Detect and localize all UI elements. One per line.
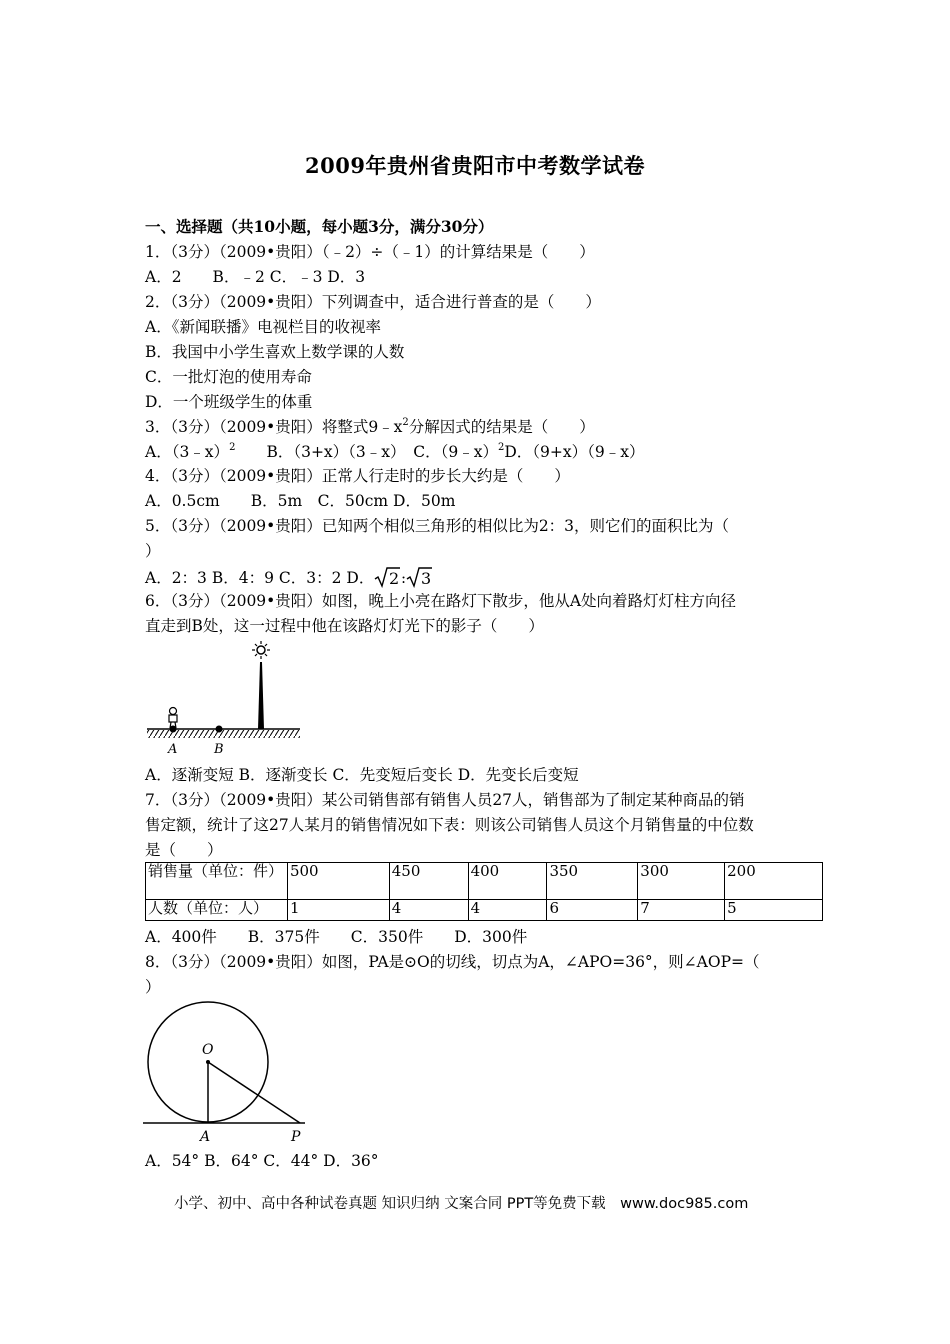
center-point-o bbox=[206, 1060, 210, 1064]
question-7-stem-line-2: 售定额，统计了这27人某月的销售情况如下表：则该公司销售人员这个月销售量的中位数 bbox=[145, 816, 754, 834]
question-2-option-b: B．我国中小学生喜欢上数学课的人数 bbox=[145, 343, 405, 361]
label-b: B bbox=[214, 742, 224, 757]
question-8-options: A．54° B．64° C．44° D．36° bbox=[145, 1152, 379, 1170]
question-8-stem: 8．（3分）（2009•贵阳）如图，PA是⊙O的切线，切点为A，∠APO=36°，则∠AOP=（ bbox=[145, 953, 760, 971]
table-cell: 200 bbox=[725, 863, 823, 900]
table-cell: 350 bbox=[547, 863, 638, 900]
table-cell: 300 bbox=[638, 863, 725, 900]
ground-hatching bbox=[147, 730, 300, 738]
question-3-stem bbox=[145, 417, 595, 437]
page-title: 2009年贵州省贵阳市中考数学试卷 bbox=[305, 153, 645, 178]
table-cell: 4 bbox=[389, 900, 468, 921]
table-row bbox=[146, 863, 823, 900]
radicand-2: 2 bbox=[389, 569, 400, 588]
section-heading: 一、选择题（共10小题，每小题3分，满分30分） bbox=[145, 217, 494, 236]
radicand-3: 3 bbox=[421, 569, 432, 588]
sales-table bbox=[145, 862, 823, 921]
question-7-options: A．400件 B．375件 C．350件 D．300件 bbox=[145, 928, 528, 946]
lamp-post bbox=[258, 662, 264, 729]
question-5-options bbox=[145, 566, 436, 588]
q3-stem-exponent: 2 bbox=[402, 417, 409, 428]
question-1-options: A．2 B．﹣2 C．﹣3 D．3 bbox=[145, 268, 366, 286]
q3-option-d: D．（9+x）（9﹣x） bbox=[504, 443, 645, 461]
question-4-stem: 4．（3分）（2009•贵阳）正常人行走时的步长大约是（ ） bbox=[145, 467, 570, 485]
table-header-sales: 销售量（单位：件） bbox=[146, 863, 288, 900]
question-2-option-d: D．一个班级学生的体重 bbox=[145, 393, 313, 411]
question-6-stem-line-1: 6．（3分）（2009•贵阳）如图，晚上小亮在路灯下散步，他从A处向着路灯灯柱方向径 bbox=[145, 592, 737, 610]
q3-stem-post: 分解因式的结果是（ ） bbox=[408, 418, 595, 436]
label-o: O bbox=[202, 1042, 214, 1058]
table-cell: 450 bbox=[389, 863, 468, 900]
q3-stem-pre: 3．（3分）（2009•贵阳）将整式9﹣x bbox=[145, 418, 403, 436]
question-2-option-a: A．《新闻联播》电视栏目的收视率 bbox=[145, 318, 381, 336]
question-6-stem-line-2: 直走到B处，这一过程中他在该路灯灯光下的影子（ ） bbox=[145, 617, 544, 635]
q5-options-text: A．2：3 B．4：9 C．3：2 D． bbox=[145, 569, 375, 587]
table-cell: 6 bbox=[547, 900, 638, 921]
table-header-people: 人数（单位：人） bbox=[146, 900, 288, 921]
ratio-colon: : bbox=[401, 569, 407, 587]
question-2-stem: 2．（3分）（2009•贵阳）下列调查中，适合进行普查的是（ ） bbox=[145, 293, 601, 311]
person-icon bbox=[169, 708, 177, 729]
table-cell: 7 bbox=[638, 900, 725, 921]
table-cell: 4 bbox=[468, 900, 547, 921]
question-1-stem: 1．（3分）（2009•贵阳）（﹣2）÷（﹣1）的计算结果是（ ） bbox=[145, 243, 595, 261]
segment-op bbox=[208, 1062, 300, 1123]
question-2-option-c: C．一批灯泡的使用寿命 bbox=[145, 368, 312, 386]
q3-option-c-exponent: 2 bbox=[498, 442, 505, 453]
question-8-stem-continued: ） bbox=[145, 978, 161, 996]
q3-option-a-exponent: 2 bbox=[229, 442, 236, 453]
label-a: A bbox=[200, 1129, 211, 1145]
table-row bbox=[146, 900, 823, 921]
table-cell: 1 bbox=[287, 900, 389, 921]
question-5-stem: 5．（3分）（2009•贵阳）已知两个相似三角形的相似比为2：3，则它们的面积比为（ bbox=[145, 517, 730, 535]
label-p: P bbox=[291, 1129, 301, 1145]
point-a bbox=[170, 726, 177, 733]
question-3-options bbox=[145, 442, 645, 462]
q3-option-bc: B．（3+x）（3﹣x） C．（9﹣x） bbox=[235, 443, 498, 461]
page-footer: 小学、初中、高中各种试卷真题 知识归纳 文案合同 PPT等免费下载 www.doc985.com bbox=[174, 1196, 749, 1212]
streetlight-figure bbox=[145, 640, 305, 760]
question-6-options: A．逐渐变短 B．逐渐变长 C．先变短后变长 D．先变长后变短 bbox=[145, 766, 579, 784]
sqrt-2-expression bbox=[374, 566, 436, 588]
lamp-light-icon bbox=[252, 641, 270, 659]
tangent-circle-figure bbox=[140, 1000, 310, 1148]
table-cell: 500 bbox=[287, 863, 389, 900]
label-a: A bbox=[168, 742, 178, 757]
table-cell: 400 bbox=[468, 863, 547, 900]
question-7-stem-line-1: 7．（3分）（2009•贵阳）某公司销售部有销售人员27人，销售部为了制定某种商品的销 bbox=[145, 791, 745, 809]
point-b bbox=[216, 726, 223, 733]
question-5-stem-continued: ） bbox=[145, 542, 161, 560]
question-7-stem-line-3: 是（ ） bbox=[145, 841, 223, 859]
table-cell: 5 bbox=[725, 900, 823, 921]
question-4-options: A．0.5cm B．5m C．50cm D．50m bbox=[145, 492, 456, 510]
q3-option-a: A．（3﹣x） bbox=[145, 443, 230, 461]
